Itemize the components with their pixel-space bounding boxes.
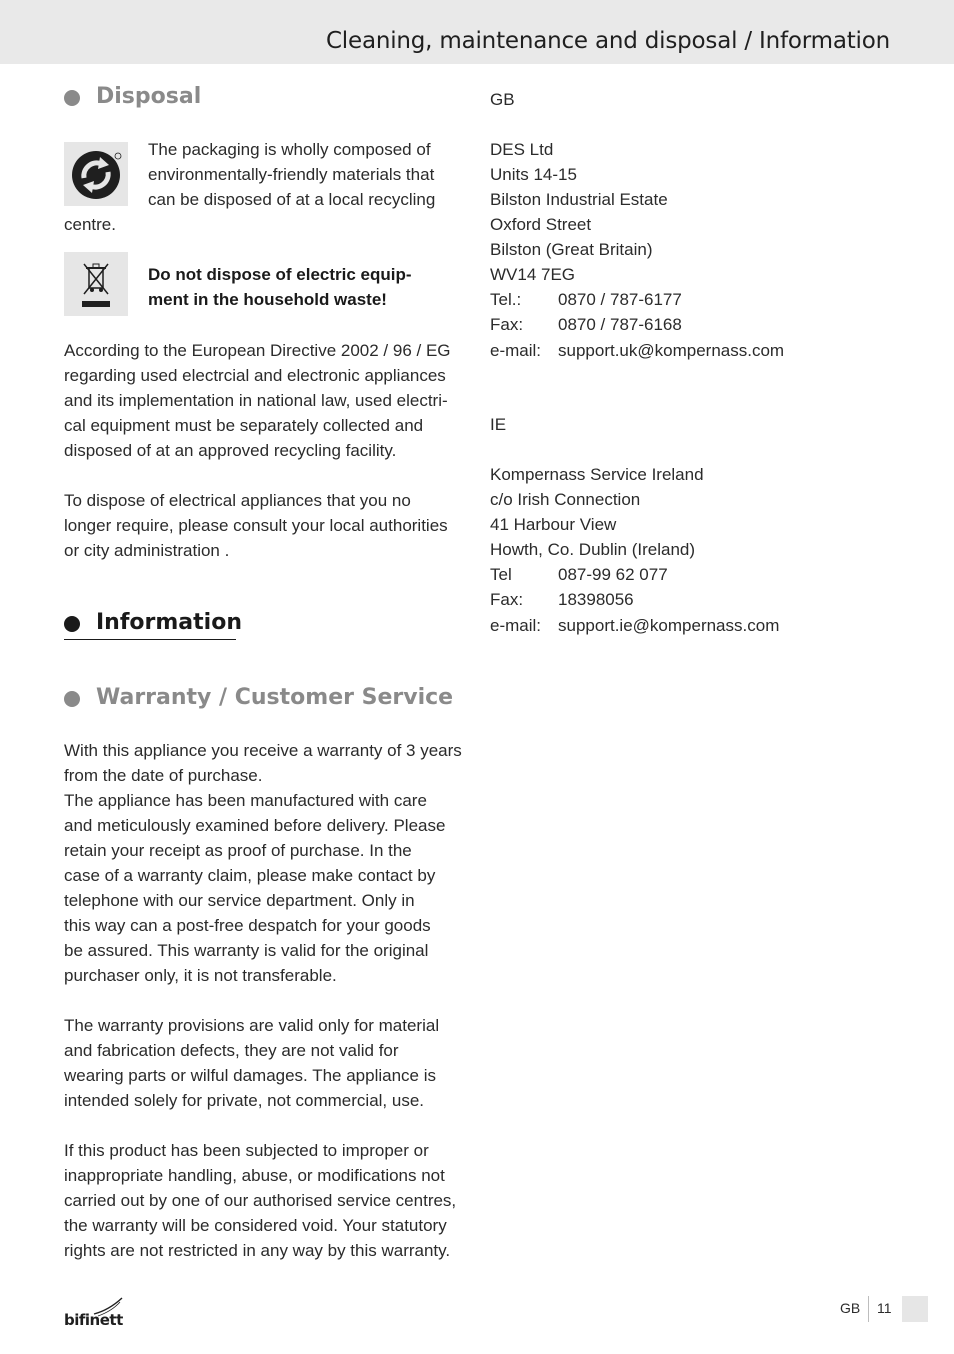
tel-value: 087-99 62 077 [558, 565, 668, 584]
directive-line: According to the European Directive 2002 / 96 / EG [64, 341, 451, 360]
section-bullet [64, 691, 80, 707]
packaging-line: centre. [64, 215, 116, 234]
page-header [0, 0, 954, 64]
email-row [490, 338, 784, 363]
weee-bin-icon [64, 252, 128, 316]
heading-underline [64, 639, 236, 640]
address-line: Bilston Industrial Estate [490, 190, 668, 209]
warranty-line: If this product has been subjected to improper or [64, 1141, 429, 1160]
directive-line: regarding used electrcial and electronic appliances [64, 366, 446, 385]
directive-line: cal equipment must be separately collected and [64, 416, 424, 435]
directive-line: and its implementation in national law, used electri- [64, 391, 448, 410]
warranty-line: wearing parts or wilful damages. The appliance is [64, 1066, 436, 1085]
warranty-line: the warranty will be considered void. Your statutory [64, 1216, 447, 1235]
packaging-line: environmentally-friendly materials that [148, 165, 435, 184]
warranty-line: and fabrication defects, they are not valid for [64, 1041, 399, 1060]
tel-label: Tel.: [490, 290, 522, 309]
tel-row [490, 287, 682, 312]
footer-tab-marker [902, 1296, 928, 1322]
recycle-icon [64, 142, 128, 206]
warranty-line: case of a warranty claim, please make contact by [64, 866, 436, 885]
email-label: e-mail: [490, 341, 542, 360]
country-code-gb: GB [490, 90, 515, 109]
information-heading: Information [96, 610, 242, 635]
fax-row [490, 312, 682, 337]
directive-line: disposed of at an approved recycling facility. [64, 441, 397, 460]
svg-text:bifinett: bifinett [64, 1311, 123, 1329]
footer-divider [868, 1296, 869, 1322]
disposal-heading: Disposal [96, 84, 202, 109]
warranty-line: rights are not restricted in any way by this warranty. [64, 1241, 451, 1260]
tel-label: Tel [490, 565, 512, 584]
fax-value: 18398056 [558, 590, 634, 609]
address-line: Oxford Street [490, 215, 592, 234]
consult-line: To dispose of electrical appliances that you no [64, 491, 411, 510]
address-line: Kompernass Service Ireland [490, 465, 704, 484]
fax-row [490, 587, 634, 612]
warranty-line: inappropriate handling, abuse, or modifications not [64, 1166, 445, 1185]
consult-line: longer require, please consult your local authorities [64, 516, 448, 535]
warranty-line: intended solely for private, not commercial, use. [64, 1091, 425, 1110]
warranty-line: and meticulously examined before delivery. Please [64, 816, 446, 835]
warranty-line: The appliance has been manufactured with care [64, 791, 427, 810]
warranty-line: be assured. This warranty is valid for the original [64, 941, 429, 960]
warning-line: Do not dispose of electric equip- [148, 265, 412, 284]
page-title: Cleaning, maintenance and disposal / Information [325, 28, 890, 54]
footer-language: GB [840, 1300, 861, 1316]
address-line: Howth, Co. Dublin (Ireland) [490, 540, 696, 559]
warranty-line: telephone with our service department. Only in [64, 891, 415, 910]
warranty-heading: Warranty / Customer Service [96, 685, 454, 710]
warranty-line: The warranty provisions are valid only for material [64, 1016, 440, 1035]
address-line: DES Ltd [490, 140, 554, 159]
address-line: WV14 7EG [490, 265, 576, 284]
fax-label: Fax: [490, 590, 524, 609]
fax-value: 0870 / 787-6168 [558, 315, 682, 334]
tel-row [490, 562, 668, 587]
warranty-line: retain your receipt as proof of purchase. In the [64, 841, 412, 860]
warranty-line: this way can a post-free despatch for your goods [64, 916, 431, 935]
warranty-line: With this appliance you receive a warranty of 3 years [64, 741, 462, 760]
bifinett-logo [64, 1296, 134, 1332]
section-bullet [64, 90, 80, 106]
email-link[interactable]: support.uk@kompernass.com [558, 341, 785, 360]
section-bullet [64, 616, 80, 632]
packaging-line: can be disposed of at a local recycling [148, 190, 436, 209]
address-line: Units 14-15 [490, 165, 577, 184]
email-link[interactable]: support.ie@kompernass.com [558, 616, 780, 635]
consult-line: or city administration . [64, 541, 230, 560]
page-number: 11 [877, 1300, 892, 1316]
email-row [490, 613, 779, 638]
packaging-line: The packaging is wholly composed of [148, 140, 431, 159]
email-label: e-mail: [490, 616, 542, 635]
warranty-line: carried out by one of our authorised service centres, [64, 1191, 457, 1210]
warranty-line: purchaser only, it is not transferable. [64, 966, 337, 985]
address-line: 41 Harbour View [490, 515, 617, 534]
address-line: Bilston (Great Britain) [490, 240, 653, 259]
fax-label: Fax: [490, 315, 524, 334]
address-line: c/o Irish Connection [490, 490, 641, 509]
country-code-ie: IE [490, 415, 507, 434]
tel-value: 0870 / 787-6177 [558, 290, 682, 309]
warranty-line: from the date of purchase. [64, 766, 263, 785]
warning-line: ment in the household waste! [148, 290, 387, 309]
